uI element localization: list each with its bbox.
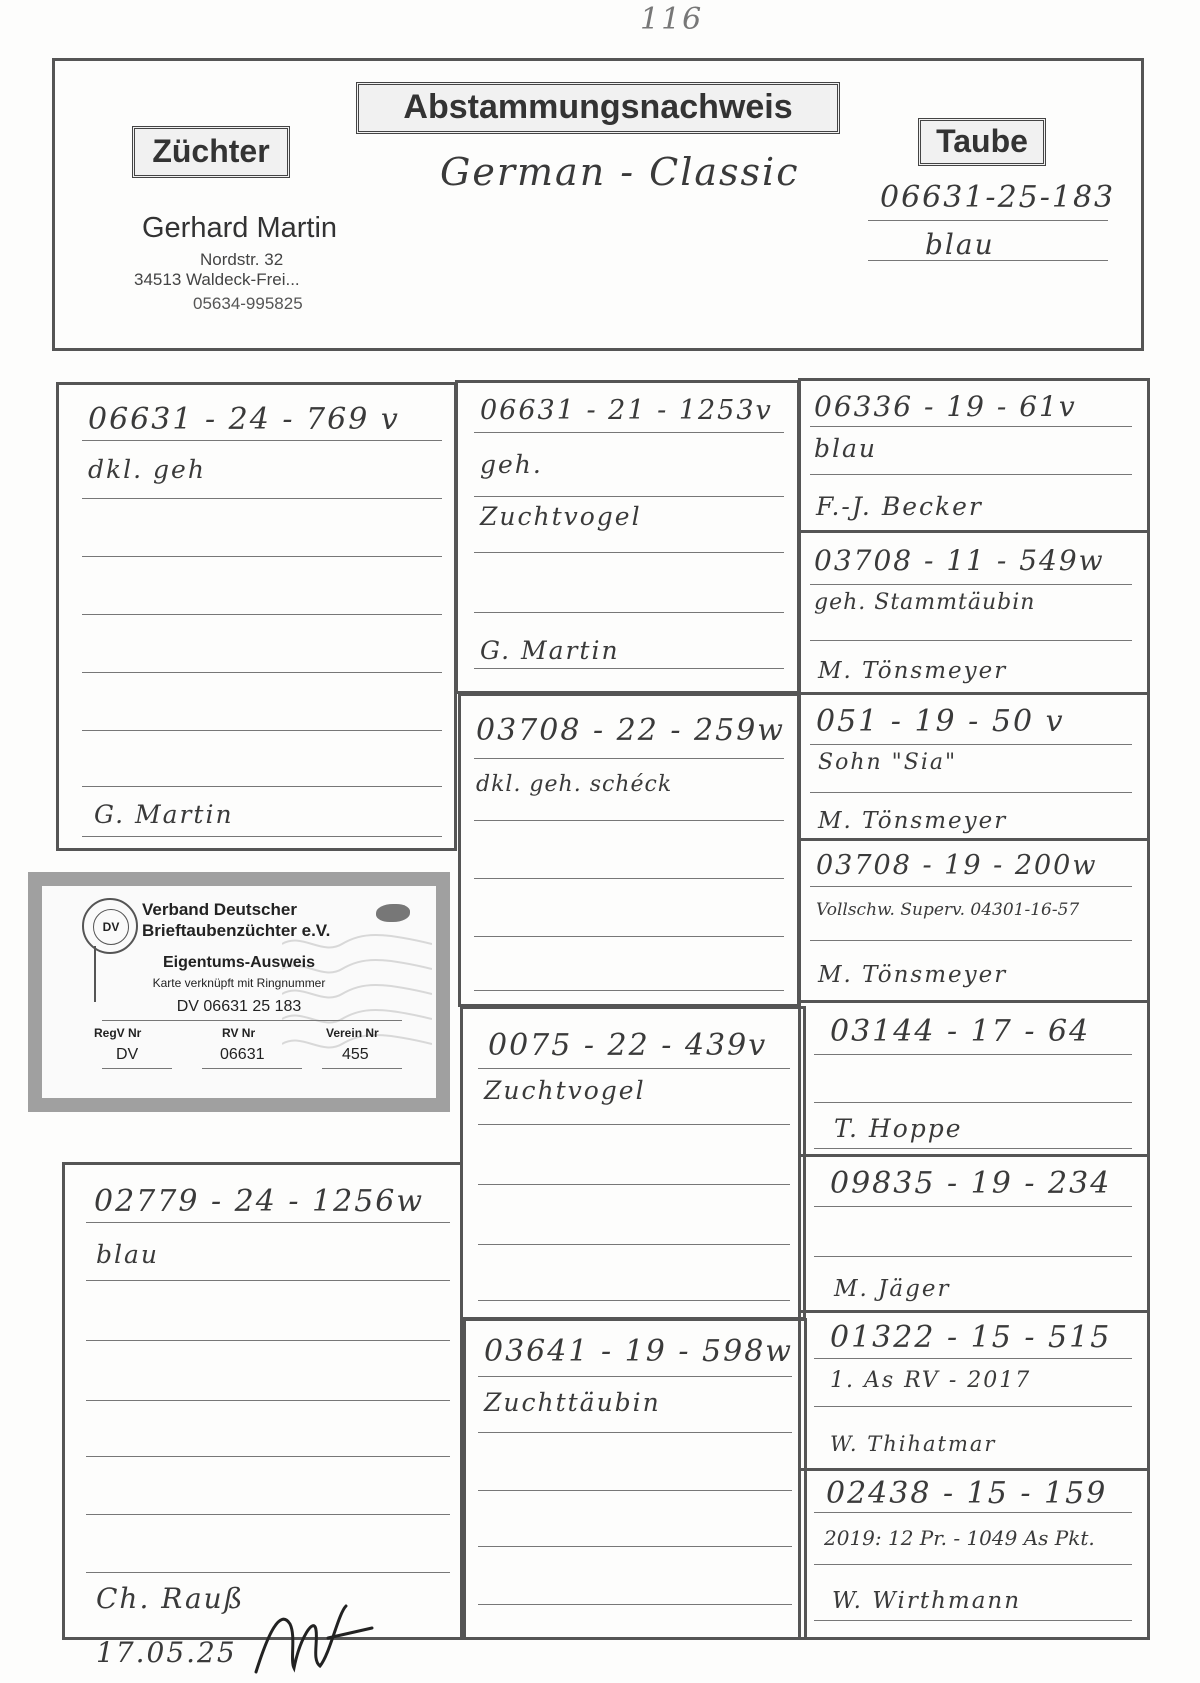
ff-ring: 06631 - 21 - 1253v [480, 395, 773, 426]
father-line [82, 614, 442, 615]
col3-divider [798, 1000, 1150, 1003]
mmm-ring: 02438 - 15 - 159 [826, 1476, 1108, 1511]
card-org-2: Brieftaubenzüchter e.V. [142, 921, 331, 940]
mff-ring: 03144 - 17 - 64 [830, 1014, 1091, 1049]
ffm-owner: M. Tönsmeyer [818, 658, 1008, 684]
mf-line [478, 1068, 790, 1069]
card-line [102, 1068, 172, 1069]
fmm-line [810, 886, 1132, 887]
fmf-line [810, 744, 1132, 745]
mm-ring: 03641 - 19 - 598w [484, 1334, 793, 1369]
signature-date: 17.05.25 [96, 1636, 237, 1669]
fff-owner: F.-J. Becker [816, 492, 983, 521]
fmm-line1: Vollschw. Superv. 04301-16-57 [816, 900, 1080, 920]
fmm-owner: M. Tönsmeyer [818, 962, 1008, 988]
breed-name: German - Classic [440, 150, 800, 194]
document-title: Abstammungsnachweis [356, 82, 840, 134]
ring-line [868, 220, 1108, 221]
mm-line1: Zuchttäubin [484, 1388, 661, 1417]
fm-line [474, 990, 784, 991]
card-col1-label: RegV Nr [94, 1026, 142, 1040]
mm-line [478, 1604, 792, 1605]
mother-color: blau [96, 1240, 160, 1269]
fmm-ring: 03708 - 19 - 200w [816, 850, 1098, 881]
card-col1-value: DV [116, 1046, 139, 1063]
father-line [82, 836, 442, 837]
col3-divider [798, 692, 1150, 695]
mfm-line [814, 1256, 1132, 1257]
mmf-line [814, 1406, 1132, 1407]
father-line [82, 498, 442, 499]
fmm-line [810, 940, 1132, 941]
card-ring: DV 06631 25 183 [176, 998, 302, 1015]
mother-line [86, 1400, 450, 1401]
card-col3-label: Verein Nr [326, 1026, 379, 1040]
fff-line [810, 426, 1132, 427]
mm-line [478, 1490, 792, 1491]
fff-line1: blau [814, 434, 878, 463]
ff-line [474, 432, 784, 433]
ffm-ring: 03708 - 11 - 549w [814, 544, 1105, 577]
mmf-line1: 1. As RV - 2017 [830, 1368, 1032, 1393]
father-color: dkl. geh [88, 455, 206, 484]
page-number: 116 [640, 2, 704, 37]
mmm-line [814, 1512, 1132, 1513]
fm-line1: dkl. geh. schéck [476, 772, 673, 797]
ff-line [474, 612, 784, 613]
ff-line1: geh. [480, 450, 543, 479]
mf-line [478, 1184, 790, 1185]
father-line [82, 440, 442, 441]
ownership-card [28, 872, 450, 1112]
mother-box [62, 1162, 463, 1640]
mother-line [86, 1280, 450, 1281]
signature-drawing [250, 1594, 380, 1676]
mmf-ring: 01322 - 15 - 515 [830, 1320, 1112, 1355]
fm-line [474, 758, 784, 759]
pigeon-ring: 06631-25-183 [880, 180, 1116, 215]
ff-line [474, 552, 784, 553]
ffm-line1: geh. Stammtäubin [814, 590, 1036, 615]
mf-line [478, 1124, 790, 1125]
mff-line [814, 1102, 1132, 1103]
col3-divider [798, 1310, 1150, 1313]
mmm-owner: W. Wirthmann [832, 1588, 1022, 1614]
mff-line [814, 1148, 1132, 1149]
card-subtitle: Karte verknüpft mit Ringnummer [152, 976, 326, 990]
card-line [202, 1068, 302, 1069]
mf-line [478, 1300, 790, 1301]
fmf-owner: M. Tönsmeyer [818, 808, 1008, 834]
mmm-line [814, 1564, 1132, 1565]
mf-ring: 0075 - 22 - 439v [488, 1028, 768, 1063]
mmm-line [814, 1620, 1132, 1621]
father-box [56, 382, 457, 851]
mf-line [478, 1244, 790, 1245]
ff-line [474, 668, 784, 669]
mm-line [478, 1546, 792, 1547]
ff-line [474, 496, 784, 497]
mother-line [86, 1514, 450, 1515]
fff-line [810, 474, 1132, 475]
ffm-line [810, 640, 1132, 641]
mother-owner: Ch. Rauß [96, 1582, 245, 1615]
mm-line [478, 1376, 792, 1377]
fm-ring: 03708 - 22 - 259w [476, 713, 785, 748]
breeder-city: 34513 Waldeck-Frei... [134, 270, 300, 289]
col3-divider [798, 530, 1150, 533]
mother-line [86, 1222, 450, 1223]
pigeon-label: Taube [918, 118, 1046, 166]
fm-line [474, 820, 784, 821]
col3-divider [798, 1468, 1150, 1471]
mother-line [86, 1456, 450, 1457]
pigeon-emblem-icon [376, 904, 410, 922]
fm-line [474, 936, 784, 937]
handwritten-signature [250, 1594, 380, 1676]
ff-line2: Zuchtvogel [480, 502, 642, 531]
mother-ring: 02779 - 24 - 1256w [94, 1184, 425, 1219]
breeder-name: Gerhard Martin [142, 212, 338, 244]
dv-logo-icon: DV [82, 898, 138, 954]
father-line [82, 730, 442, 731]
card-col2-value: 06631 [220, 1046, 265, 1063]
father-ring: 06631 - 24 - 769 v [88, 402, 400, 437]
fm-line [474, 878, 784, 879]
card-line [322, 1068, 402, 1069]
mf-line1: Zuchtvogel [484, 1076, 646, 1105]
card-col2-label: RV Nr [222, 1026, 256, 1040]
mother-line [86, 1340, 450, 1341]
card-col3-value: 455 [342, 1046, 369, 1063]
fff-ring: 06336 - 19 - 61v [814, 390, 1077, 423]
fmf-line1: Sohn "Sia" [818, 750, 958, 775]
card-line [102, 1020, 402, 1021]
breeder-street: Nordstr. 32 [200, 250, 284, 269]
breeder-phone: 05634-995825 [193, 294, 303, 313]
mfm-line [814, 1206, 1132, 1207]
color-line [868, 260, 1108, 261]
mff-owner: T. Hoppe [834, 1114, 963, 1143]
mother-line [86, 1572, 450, 1573]
mff-line [814, 1054, 1132, 1055]
father-line [82, 556, 442, 557]
breeder-label: Züchter [132, 126, 290, 178]
fmf-line [810, 792, 1132, 793]
mm-line [478, 1432, 792, 1433]
ffm-line [810, 584, 1132, 585]
mmf-line [814, 1358, 1132, 1359]
father-owner: G. Martin [94, 800, 234, 829]
col3-divider [798, 838, 1150, 841]
card-org-1: Verband Deutscher [142, 900, 297, 919]
father-line [82, 786, 442, 787]
card-title: Eigentums-Ausweis [162, 954, 316, 971]
father-line [82, 672, 442, 673]
pigeon-color: blau [925, 228, 995, 261]
mfm-owner: M. Jäger [834, 1276, 951, 1302]
mfm-ring: 09835 - 19 - 234 [830, 1166, 1112, 1201]
mmf-owner: W. Thihatmar [830, 1432, 997, 1456]
fmf-ring: 051 - 19 - 50 v [816, 704, 1065, 739]
mmm-line1: 2019: 12 Pr. - 1049 As Pkt. [824, 1526, 1095, 1550]
ff-owner: G. Martin [480, 636, 620, 665]
col3-divider [798, 1154, 1150, 1157]
